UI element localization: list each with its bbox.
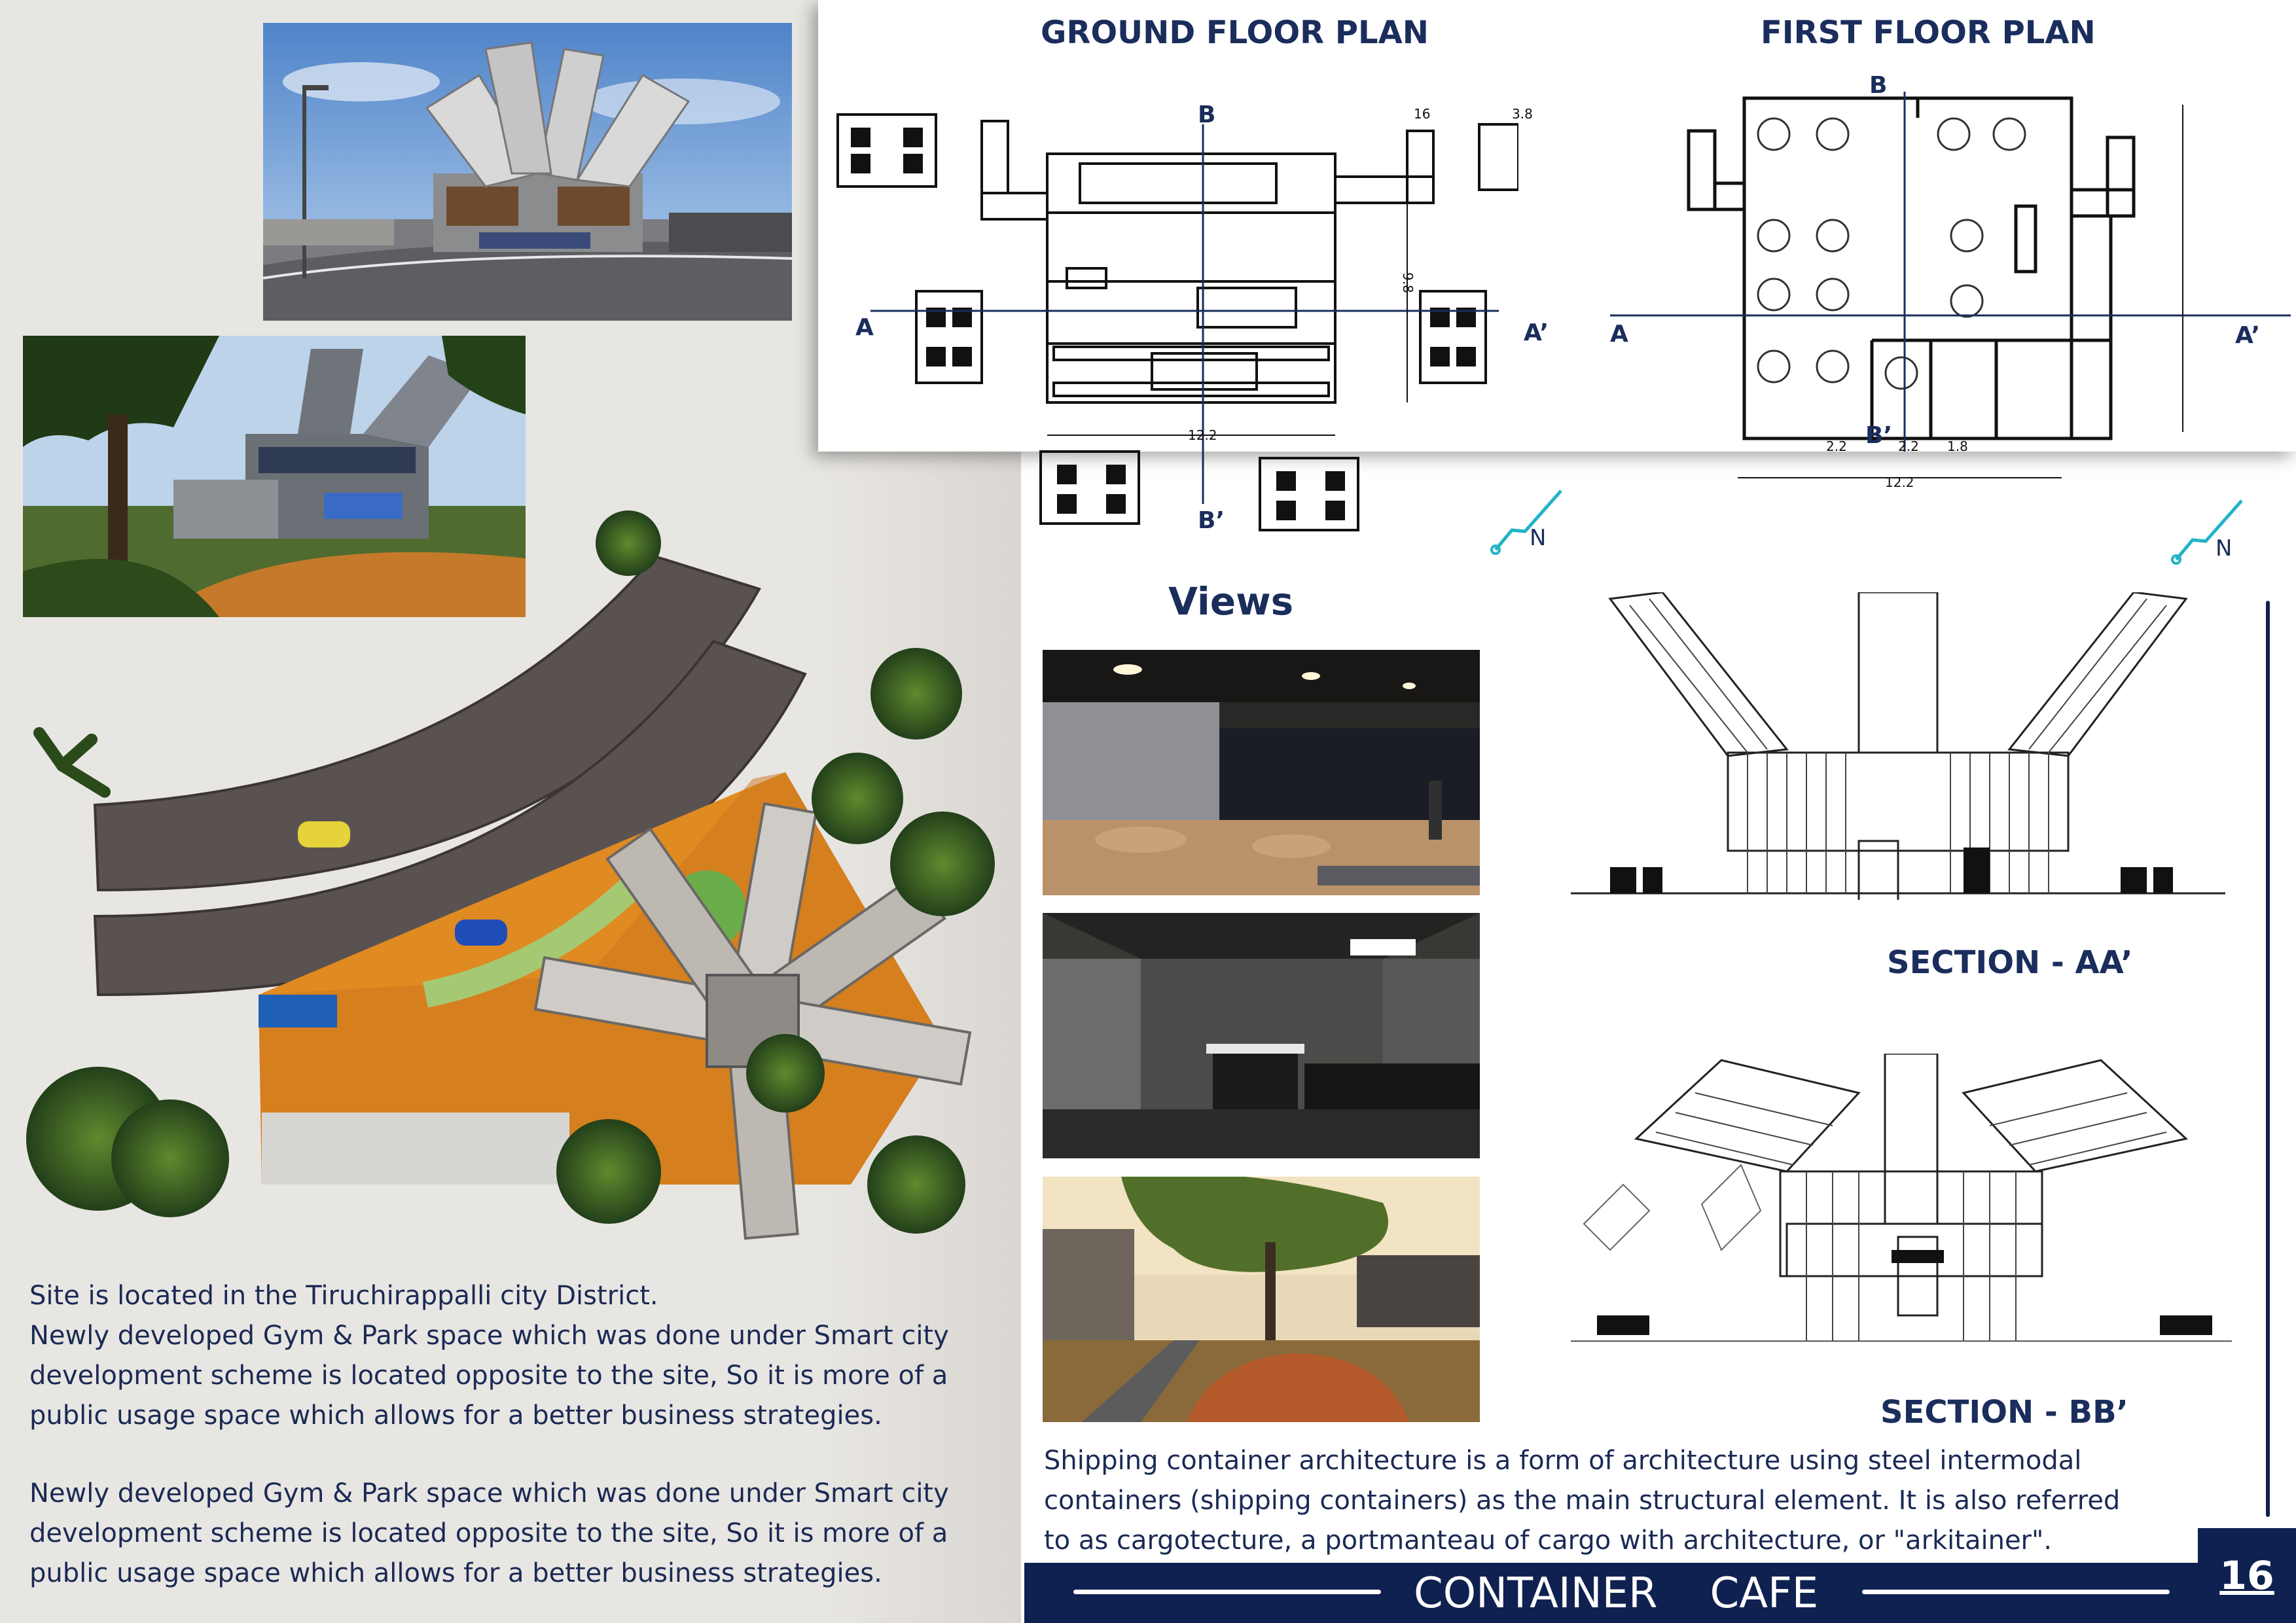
ground-floor-plan-title: GROUND FLOOR PLAN (1041, 14, 1429, 51)
section-bb-drawing (1571, 1054, 2232, 1342)
first-floor-plan-drawing (1597, 79, 2291, 497)
site-text-line: public usage space which allows for a better business strategies. (29, 1400, 882, 1431)
ground-floor-section-b-prime-marker: B’ (1198, 507, 1225, 534)
first-floor-dim-c: 1.8 (1947, 438, 1968, 454)
site-text-line: Newly developed Gym & Park space which was done under Smart city (29, 1478, 949, 1508)
site-text-line: public usage space which allows for a better business strategies. (29, 1558, 882, 1588)
footer-left-rule (1073, 1590, 1381, 1594)
first-floor-dim-a: 2.2 (1826, 438, 1847, 454)
first-floor-section-a-marker: A (1610, 321, 1628, 348)
ground-floor-dim-table: 3.8 (1512, 106, 1533, 122)
ground-floor-section-b-marker: B (1198, 101, 1216, 128)
ground-floor-dim-side: 9.8 (1399, 272, 1416, 293)
section-bb-title: SECTION - BB’ (1880, 1394, 2128, 1431)
footer-title-word: CONTAINER (1414, 1569, 1658, 1618)
ground-floor-section-a-prime-marker: A’ (1524, 319, 1549, 346)
first-floor-north-label: N (2215, 535, 2233, 562)
section-aa-title: SECTION - AA’ (1887, 944, 2133, 981)
ground-floor-north-label: N (1530, 525, 1547, 551)
first-floor-section-a-prime-marker: A’ (2235, 322, 2261, 349)
north-arrow-icon (2166, 494, 2258, 566)
site-text-line: development scheme is located opposite to the site, So it is more of a (29, 1361, 948, 1391)
footer-right-rule (1862, 1590, 2170, 1594)
first-floor-plan-title: FIRST FLOOR PLAN (1761, 14, 2096, 51)
footer-title (1414, 1565, 1818, 1621)
section-aa-drawing (1571, 592, 2225, 900)
description-line: containers (shipping containers) as the main structural element. It is also referred (1044, 1486, 2121, 1516)
first-floor-dim-b: 2.2 (1898, 438, 1919, 454)
first-floor-section-b-marker: B (1869, 72, 1888, 99)
site-text-line: Site is located in the Tiruchirappalli city District. (29, 1281, 658, 1311)
ground-floor-dim-stair: 16 (1414, 106, 1431, 122)
description-line: Shipping container architecture is a form of architecture using steel intermodal (1044, 1446, 2082, 1476)
first-floor-dim-total: 12.2 (1885, 474, 1914, 490)
page-number: 16 (2198, 1528, 2296, 1623)
site-text-line: development scheme is located opposite to the site, So it is more of a (29, 1518, 948, 1548)
interior-view-dining (1043, 650, 1480, 895)
site-text-line: Newly developed Gym & Park space which was done under Smart city (29, 1321, 949, 1351)
site-plan-render (0, 497, 1021, 1263)
exterior-render-front (263, 23, 792, 321)
ground-floor-dim-total: 12.2 (1188, 427, 1217, 443)
interior-view-kitchen (1043, 913, 1480, 1158)
first-floor-section-b-prime-marker: B’ (1865, 422, 1893, 449)
footer-title-word: CAFE (1710, 1569, 1819, 1618)
description-line: to as cargotecture, a portmanteau of cargo with architecture, or "arkitainer". (1044, 1525, 2053, 1556)
vertical-accent-line (2266, 601, 2270, 1517)
views-title: Views (1168, 579, 1294, 624)
ground-floor-plan-drawing (831, 92, 1518, 537)
site-description (29, 1276, 1011, 1594)
exterior-view-courtyard (1043, 1177, 1480, 1422)
container-architecture-description (1044, 1441, 2196, 1561)
ground-floor-section-a-marker: A (855, 314, 874, 341)
